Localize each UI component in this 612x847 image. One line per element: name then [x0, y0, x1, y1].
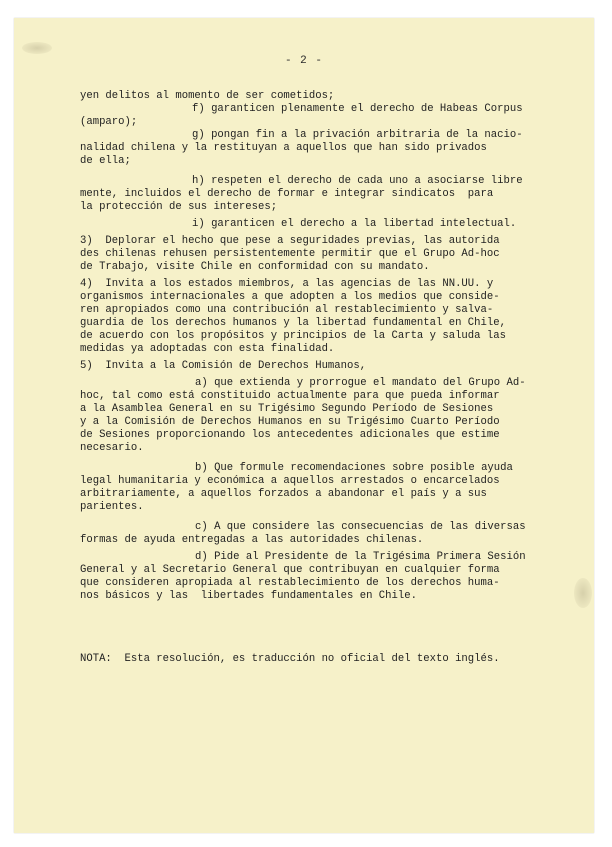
- text-line: 5) Invita a la Comisión de Derechos Humanos,: [80, 360, 367, 372]
- text-line: 3) Deplorar el hecho que pese a seguridades previas, las autorida: [80, 235, 500, 247]
- text-line: b) Que formule recomendaciones sobre posible ayuda: [195, 462, 513, 474]
- text-line: c) A que considere las consecuencias de las diversas: [195, 521, 526, 533]
- text-line: de ella;: [80, 155, 131, 167]
- text-line: i) garanticen el derecho a la libertad intelectual.: [192, 218, 517, 230]
- text-line: de Trabajo, visite Chile en conformidad con su mandato.: [80, 261, 430, 273]
- text-line: hoc, tal como está constituido actualmente para que pueda informar: [80, 390, 500, 402]
- text-line: medidas ya adoptadas con esta finalidad.: [80, 343, 335, 355]
- text-line: d) Pide al Presidente de la Trigésima Primera Sesión: [195, 551, 526, 563]
- text-line: g) pongan fin a la privación arbitraria de la nacio-: [192, 129, 523, 141]
- text-line: arbitrariamente, a aquellos forzados a abandonar el país y a sus: [80, 488, 487, 500]
- text-line: la protección de sus intereses;: [80, 201, 278, 213]
- text-line: 4) Invita a los estados miembros, a las agencias de las NN.UU. y: [80, 278, 494, 290]
- text-line: que consideren apropiada al restablecimiento de los derechos huma-: [80, 577, 500, 589]
- text-line: yen delitos al momento de ser cometidos;: [80, 90, 335, 102]
- text-line: nos básicos y las libertades fundamentales en Chile.: [80, 590, 417, 602]
- line-gap: [80, 514, 580, 521]
- line-gap: [80, 455, 580, 462]
- text-line: des chilenas rehusen persistentemente permitir que el Grupo Ad-hoc: [80, 248, 500, 260]
- text-line: de Sesiones proporcionando los antecedentes adicionales que estime: [80, 429, 500, 441]
- text-line: (amparo);: [80, 116, 138, 128]
- text-line: f) garanticen plenamente el derecho de Habeas Corpus: [192, 103, 523, 115]
- text-line: parientes.: [80, 501, 144, 513]
- text-line: necesario.: [80, 442, 144, 454]
- text-line: y a la Comisión de Derechos Humanos en su Trigésimo Cuarto Período: [80, 416, 500, 428]
- text-line: de acuerdo con los propósitos y principios de la Carta y saluda las: [80, 330, 506, 342]
- text-line: formas de ayuda entregadas a las autoridades chilenas.: [80, 534, 424, 546]
- text-line: a) que extienda y prorrogue el mandato del Grupo Ad-: [195, 377, 526, 389]
- paper-smudge: [22, 42, 52, 54]
- text-line: a la Asamblea General en su Trigésimo Segundo Período de Sesiones: [80, 403, 494, 415]
- text-line: mente, incluidos el derecho de formar e integrar sindicatos para: [80, 188, 494, 200]
- document-page: [14, 18, 594, 833]
- text-line: General y al Secretario General que contribuyan en cualquier forma: [80, 564, 500, 576]
- text-line: nalidad chilena y la restituyan a aquellos que han sido privados: [80, 142, 487, 154]
- page-number: - 2 -: [284, 55, 323, 67]
- resolution-text: [80, 90, 580, 603]
- text-line: h) respeten el derecho de cada uno a asociarse libre: [192, 175, 523, 187]
- text-line: guardia de los derechos humanos y la libertad fundamental en Chile,: [80, 317, 506, 329]
- translation-note: NOTA: Esta resolución, es traducción no oficial del texto inglés.: [80, 653, 500, 665]
- text-line: legal humanitaria y económica a aquellos arrestados o encarcelados: [80, 475, 500, 487]
- line-gap: [80, 168, 580, 175]
- text-line: ren apropiados como una contribución al restablecimiento y salva-: [80, 304, 494, 316]
- text-line: organismos internacionales a que adopten a los medios que conside-: [80, 291, 500, 303]
